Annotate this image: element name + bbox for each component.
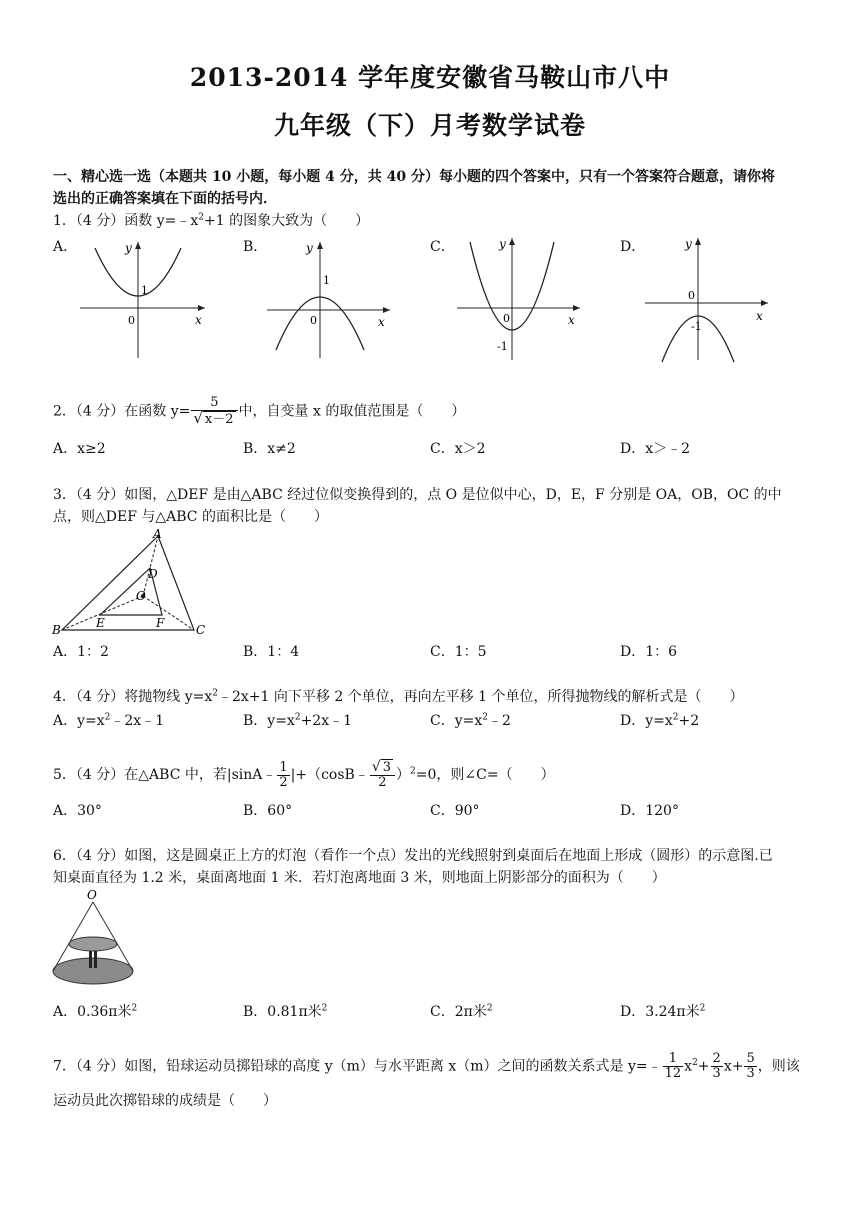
- q3-triangle-figure: [50, 526, 215, 638]
- q2-stem: 2．（4 分）在函数 y= $\frac{5}{√ x-2}$ 中，自变量 x 的取值范围是（ ）: [53, 395, 466, 427]
- q3-stem-line2: 点，则△DEF 与△ABC 的面积比是（ ）: [53, 509, 328, 525]
- q3-option-d: D．1：6: [620, 644, 678, 660]
- q6-label-o: O: [87, 888, 97, 902]
- q3-label-b: B: [52, 623, 61, 637]
- q1d-y-label: y: [685, 237, 692, 251]
- q1d-origin-label: 0: [688, 289, 695, 302]
- page-title-line1: 2013-2014 学年度安徽省马鞍山市八中: [189, 63, 671, 92]
- q3-label-a: A: [153, 527, 162, 541]
- q1-option-c-label: C．: [430, 239, 455, 255]
- q1a-x-label: x: [195, 313, 202, 327]
- q3-label-e: E: [96, 616, 105, 630]
- q2-option-c: C．x＞2: [430, 441, 486, 457]
- q1-stem: 1．（4 分）函数 $y=﹣x^2+1$ 的图象大致为（ ）: [53, 212, 370, 229]
- q3-option-b: B．1：4: [243, 644, 300, 660]
- q5-option-d: D．120°: [620, 803, 679, 819]
- q4-option-a: A．$y=x^2﹣2x﹣1$: [53, 712, 165, 729]
- q1-graph-b: [262, 238, 397, 360]
- q1b-origin-label: 0: [310, 314, 317, 327]
- q6-option-b: B．0.81π米$^2$: [243, 1003, 328, 1020]
- q2-option-b: B．x≠2: [243, 441, 296, 457]
- q1b-x-label: x: [378, 315, 385, 329]
- q1-graph-d: [640, 232, 775, 364]
- q1a-origin-label: 0: [128, 314, 135, 327]
- q4-option-d: D．$y=x^2+2$: [620, 712, 700, 729]
- q6-option-d: D．3.24π米$^2$: [620, 1003, 706, 1020]
- q5-option-a: A．30°: [53, 803, 102, 819]
- q6-option-a: A．0.36π米$^2$: [53, 1003, 138, 1020]
- q1c-neg-one-label: -1: [497, 340, 508, 353]
- q1-option-b-label: B．: [243, 239, 268, 255]
- q4-option-c: C．$y=x^2﹣2$: [430, 712, 511, 729]
- q1c-x-label: x: [568, 313, 575, 327]
- q3-label-o: O: [136, 589, 146, 603]
- q3-label-c: C: [196, 623, 206, 637]
- q3-label-f: F: [156, 616, 165, 630]
- q1-option-a-label: A．: [53, 239, 78, 255]
- q5-stem: 5．（4 分）在△ABC 中，若|sinA﹣ $\frac{1}{2}$ |+（cosB﹣ $\frac{√ 3}{2}$ ）$^2$=0，则∠C=（ ）: [53, 759, 555, 790]
- q1c-y-label: y: [499, 237, 506, 251]
- page-title-line2: 九年级（下）月考数学试卷: [273, 111, 586, 140]
- q5-option-c: C．90°: [430, 803, 480, 819]
- section-intro-line2: 选出的正确答案填在下面的括号内．: [53, 191, 277, 207]
- q1d-neg-one-label: -1: [691, 320, 702, 333]
- q1a-one-label: 1: [141, 284, 148, 297]
- section-intro-line1: 一、精心选一选（本题共 10 小题，每小题 4 分，共 40 分）每小题的四个答案中，只有一个答案符合题意，请你将: [53, 169, 775, 185]
- q1d-x-label: x: [756, 309, 763, 323]
- q1a-y-label: y: [125, 241, 132, 255]
- q1c-origin-label: 0: [503, 312, 510, 325]
- q4-option-b: B．$y=x^2+2x﹣1$: [243, 712, 353, 729]
- q6-stem-line1: 6．（4 分）如图，这是圆桌正上方的灯泡（看作一个点）发出的光线照射到桌面后在地面上形成（圆形）的示意图.已: [53, 848, 773, 864]
- q1b-y-label: y: [306, 241, 313, 255]
- q6-option-c: C．2π米$^2$: [430, 1003, 493, 1020]
- q6-stem-line2: 知桌面直径为 1.2 米，桌面离地面 1 米．若灯泡离地面 3 米，则地面上阴影部分的面积为（ ）: [53, 870, 666, 886]
- q2-option-d: D．x＞﹣2: [620, 441, 691, 457]
- q3-option-c: C．1：5: [430, 644, 487, 660]
- q1-graph-c: [452, 232, 587, 362]
- q7-stem-line2: 运动员此次掷铅球的成绩是（ ）: [53, 1093, 277, 1109]
- q3-option-a: A．1：2: [53, 644, 109, 660]
- q1-option-d-label: D．: [620, 239, 646, 255]
- q6-lamp-table-figure: [48, 888, 140, 990]
- q3-label-d: D: [148, 567, 158, 581]
- q2-option-a: A．x≥2: [53, 441, 106, 457]
- q4-stem: 4．（4 分）将抛物线 $y=x^2﹣2x+1$ 向下平移 2 个单位，再向左平移 1 个单位，所得抛物线的解析式是（ ）: [53, 688, 744, 705]
- q1-graph-a: [75, 238, 210, 360]
- q7-stem-line1: 7．（4 分）如图，铅球运动员掷铅球的高度 y（m）与水平距离 x（m）之间的函数关系式是 y=﹣ $\frac{1}{12}$ $x^2+$ $\frac{2}{3}$ x+ $\frac{5}{3}$ ，则该: [53, 1051, 800, 1081]
- q3-stem-line1: 3．（4 分）如图，△DEF 是由△ABC 经过位似变换得到的，点 O 是位似中心，D，E，F 分别是 OA，OB，OC 的中: [53, 487, 782, 503]
- q5-option-b: B．60°: [243, 803, 293, 819]
- q1b-one-label: 1: [323, 274, 330, 287]
